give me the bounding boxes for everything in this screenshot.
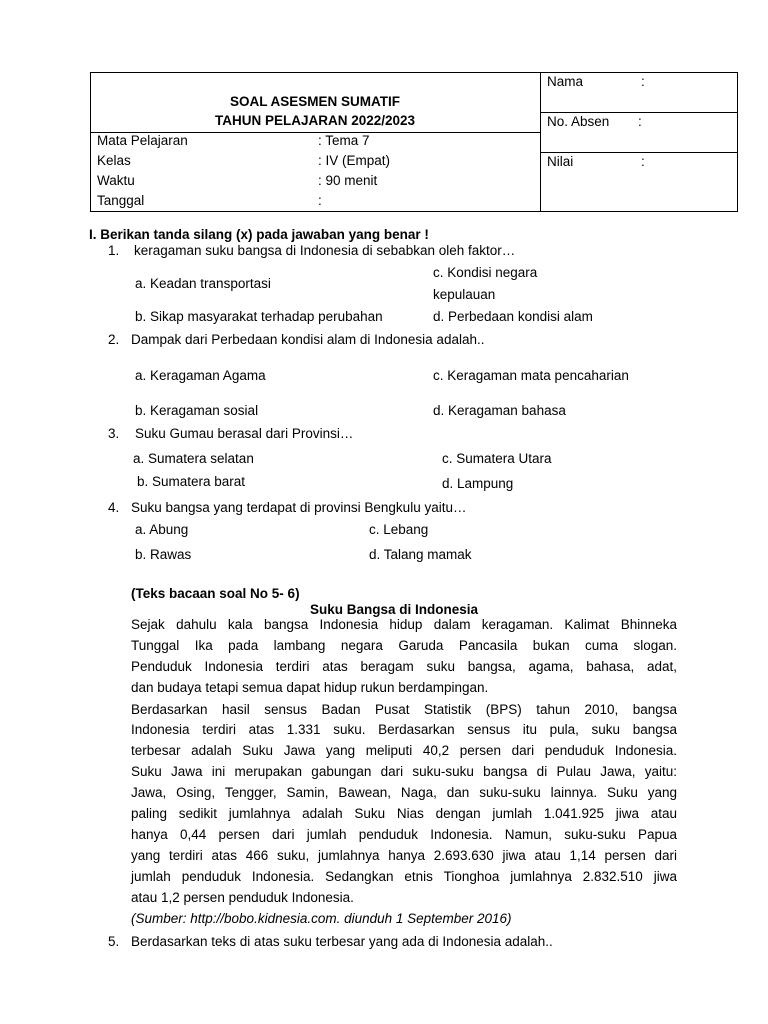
q3-option-b: b. Sumatera barat bbox=[137, 474, 246, 489]
q3-number: 3. bbox=[108, 426, 120, 441]
header-divider-absen bbox=[540, 152, 738, 153]
field-label-kelas: Kelas bbox=[97, 153, 131, 168]
reading-line: Indonesia terdiri atas 1.331 suku. Berdasarkan sensus itu pula, suku bangsa bbox=[131, 722, 677, 737]
q4-number: 4. bbox=[108, 500, 120, 515]
field-label-nilai: Nilai bbox=[547, 154, 574, 169]
reading-line: Jawa, Osing, Tengger, Samin, Bawean, Naga, dan suku-suku lainnya. Suku yang bbox=[131, 785, 677, 800]
q1-option-d: d. Perbedaan kondisi alam bbox=[433, 309, 593, 324]
reading-source: (Sumber: http://bobo.kidnesia.com. diunduh 1 September 2016) bbox=[131, 911, 512, 926]
reading-label: (Teks bacaan soal No 5- 6) bbox=[131, 586, 300, 601]
q1-number: 1. bbox=[108, 243, 120, 258]
field-colon-nilai: : bbox=[641, 154, 645, 169]
q3-option-d: d. Lampung bbox=[442, 476, 514, 491]
field-label-absen: No. Absen bbox=[547, 114, 610, 129]
q2-option-c: c. Keragaman mata pencaharian bbox=[433, 368, 629, 383]
q3-option-c: c. Sumatera Utara bbox=[442, 451, 552, 466]
q4-option-b: b. Rawas bbox=[135, 547, 192, 562]
header-divider-vertical bbox=[540, 72, 541, 212]
doc-title: SOAL ASESMEN SUMATIF bbox=[229, 94, 400, 109]
q1-option-c: c. Kondisi negara bbox=[433, 265, 538, 280]
reading-line: hanya 0,44 persen dari jumlah penduduk Indonesia. Namun, suku-suku Papua bbox=[131, 827, 677, 842]
field-value-tanggal: : bbox=[318, 193, 322, 208]
q4-text: Suku bangsa yang terdapat di provinsi Bengkulu yaitu… bbox=[131, 500, 467, 515]
reading-line: dan budaya tetapi semua dapat hidup rukun berdampingan. bbox=[131, 680, 489, 695]
field-value-kelas: : IV (Empat) bbox=[318, 153, 391, 168]
q1-option-a: a. Keadan transportasi bbox=[135, 276, 271, 291]
q2-number: 2. bbox=[108, 332, 120, 347]
q4-option-d: d. Talang mamak bbox=[369, 547, 472, 562]
reading-line: Sejak dahulu kala bangsa Indonesia hidup dalam keragaman. Kalimat Bhinneka bbox=[131, 617, 677, 632]
reading-line: yang terdiri atas 466 suku, jumlahnya hanya 2.693.630 jiwa atau 1,14 persen dari bbox=[131, 848, 677, 863]
q3-option-a: a. Sumatera selatan bbox=[133, 451, 254, 466]
field-colon-nama: : bbox=[641, 74, 645, 89]
reading-title: Suku Bangsa di Indonesia bbox=[310, 602, 479, 617]
reading-line: Penduduk Indonesia terdiri atas beragam suku bangsa, agama, bahasa, adat, bbox=[131, 659, 677, 674]
field-label-waktu: Waktu bbox=[97, 173, 135, 188]
q1-option-b: b. Sikap masyarakat terhadap perubahan bbox=[135, 309, 383, 324]
q1-text: keragaman suku bangsa di Indonesia di sebabkan oleh faktor… bbox=[134, 243, 516, 258]
field-value-waktu: : 90 menit bbox=[318, 173, 378, 188]
reading-line: paling sedikit jumlahnya adalah Suku Nias dengan jumlah 1.041.925 jiwa atau bbox=[131, 806, 677, 821]
q2-text: Dampak dari Perbedaan kondisi alam di Indonesia adalah.. bbox=[131, 332, 485, 347]
q3-text: Suku Gumau berasal dari Provinsi… bbox=[135, 426, 354, 441]
field-label-mapel: Mata Pelajaran bbox=[97, 133, 188, 148]
q4-option-a: a. Abung bbox=[135, 522, 189, 537]
q2-option-a: a. Keragaman Agama bbox=[135, 368, 266, 383]
doc-subtitle: TAHUN PELAJARAN 2022/2023 bbox=[214, 113, 416, 128]
q5-number: 5. bbox=[108, 934, 120, 949]
reading-line: Tunggal Ika pada lambang negara Garuda Pancasila bukan cuma slogan. bbox=[131, 638, 677, 653]
field-colon-absen: : bbox=[638, 114, 642, 129]
q5-text: Berdasarkan teks di atas suku terbesar yang ada di Indonesia adalah.. bbox=[131, 934, 553, 949]
field-label-nama: Nama bbox=[547, 74, 584, 89]
q2-option-b: b. Keragaman sosial bbox=[135, 403, 259, 418]
field-label-tanggal: Tanggal bbox=[97, 193, 145, 208]
section-heading: I. Berikan tanda silang (x) pada jawaban yang benar ! bbox=[89, 227, 429, 242]
reading-line: Suku Jawa ini merupakan gabungan dari suku-suku bangsa di Pulau Jawa, yaitu: bbox=[131, 764, 677, 779]
reading-line: Berdasarkan hasil sensus Badan Pusat Statistik (BPS) tahun 2010, bangsa bbox=[131, 702, 677, 717]
field-value-mapel: : Tema 7 bbox=[318, 133, 370, 148]
reading-line: terbesar adalah Suku Jawa yang meliputi 40,2 persen dari penduduk Indonesia. bbox=[131, 743, 677, 758]
reading-line: jumlah penduduk Indonesia. Sedangkan etnis Tionghoa jumlahnya 2.832.510 jiwa bbox=[131, 869, 677, 884]
q1-option-c-cont: kepulauan bbox=[433, 287, 496, 302]
q2-option-d: d. Keragaman bahasa bbox=[433, 403, 566, 418]
reading-line: atau 1,2 persen penduduk Indonesia. bbox=[131, 890, 354, 905]
header-divider-name bbox=[540, 112, 738, 113]
q4-option-c: c. Lebang bbox=[369, 522, 429, 537]
